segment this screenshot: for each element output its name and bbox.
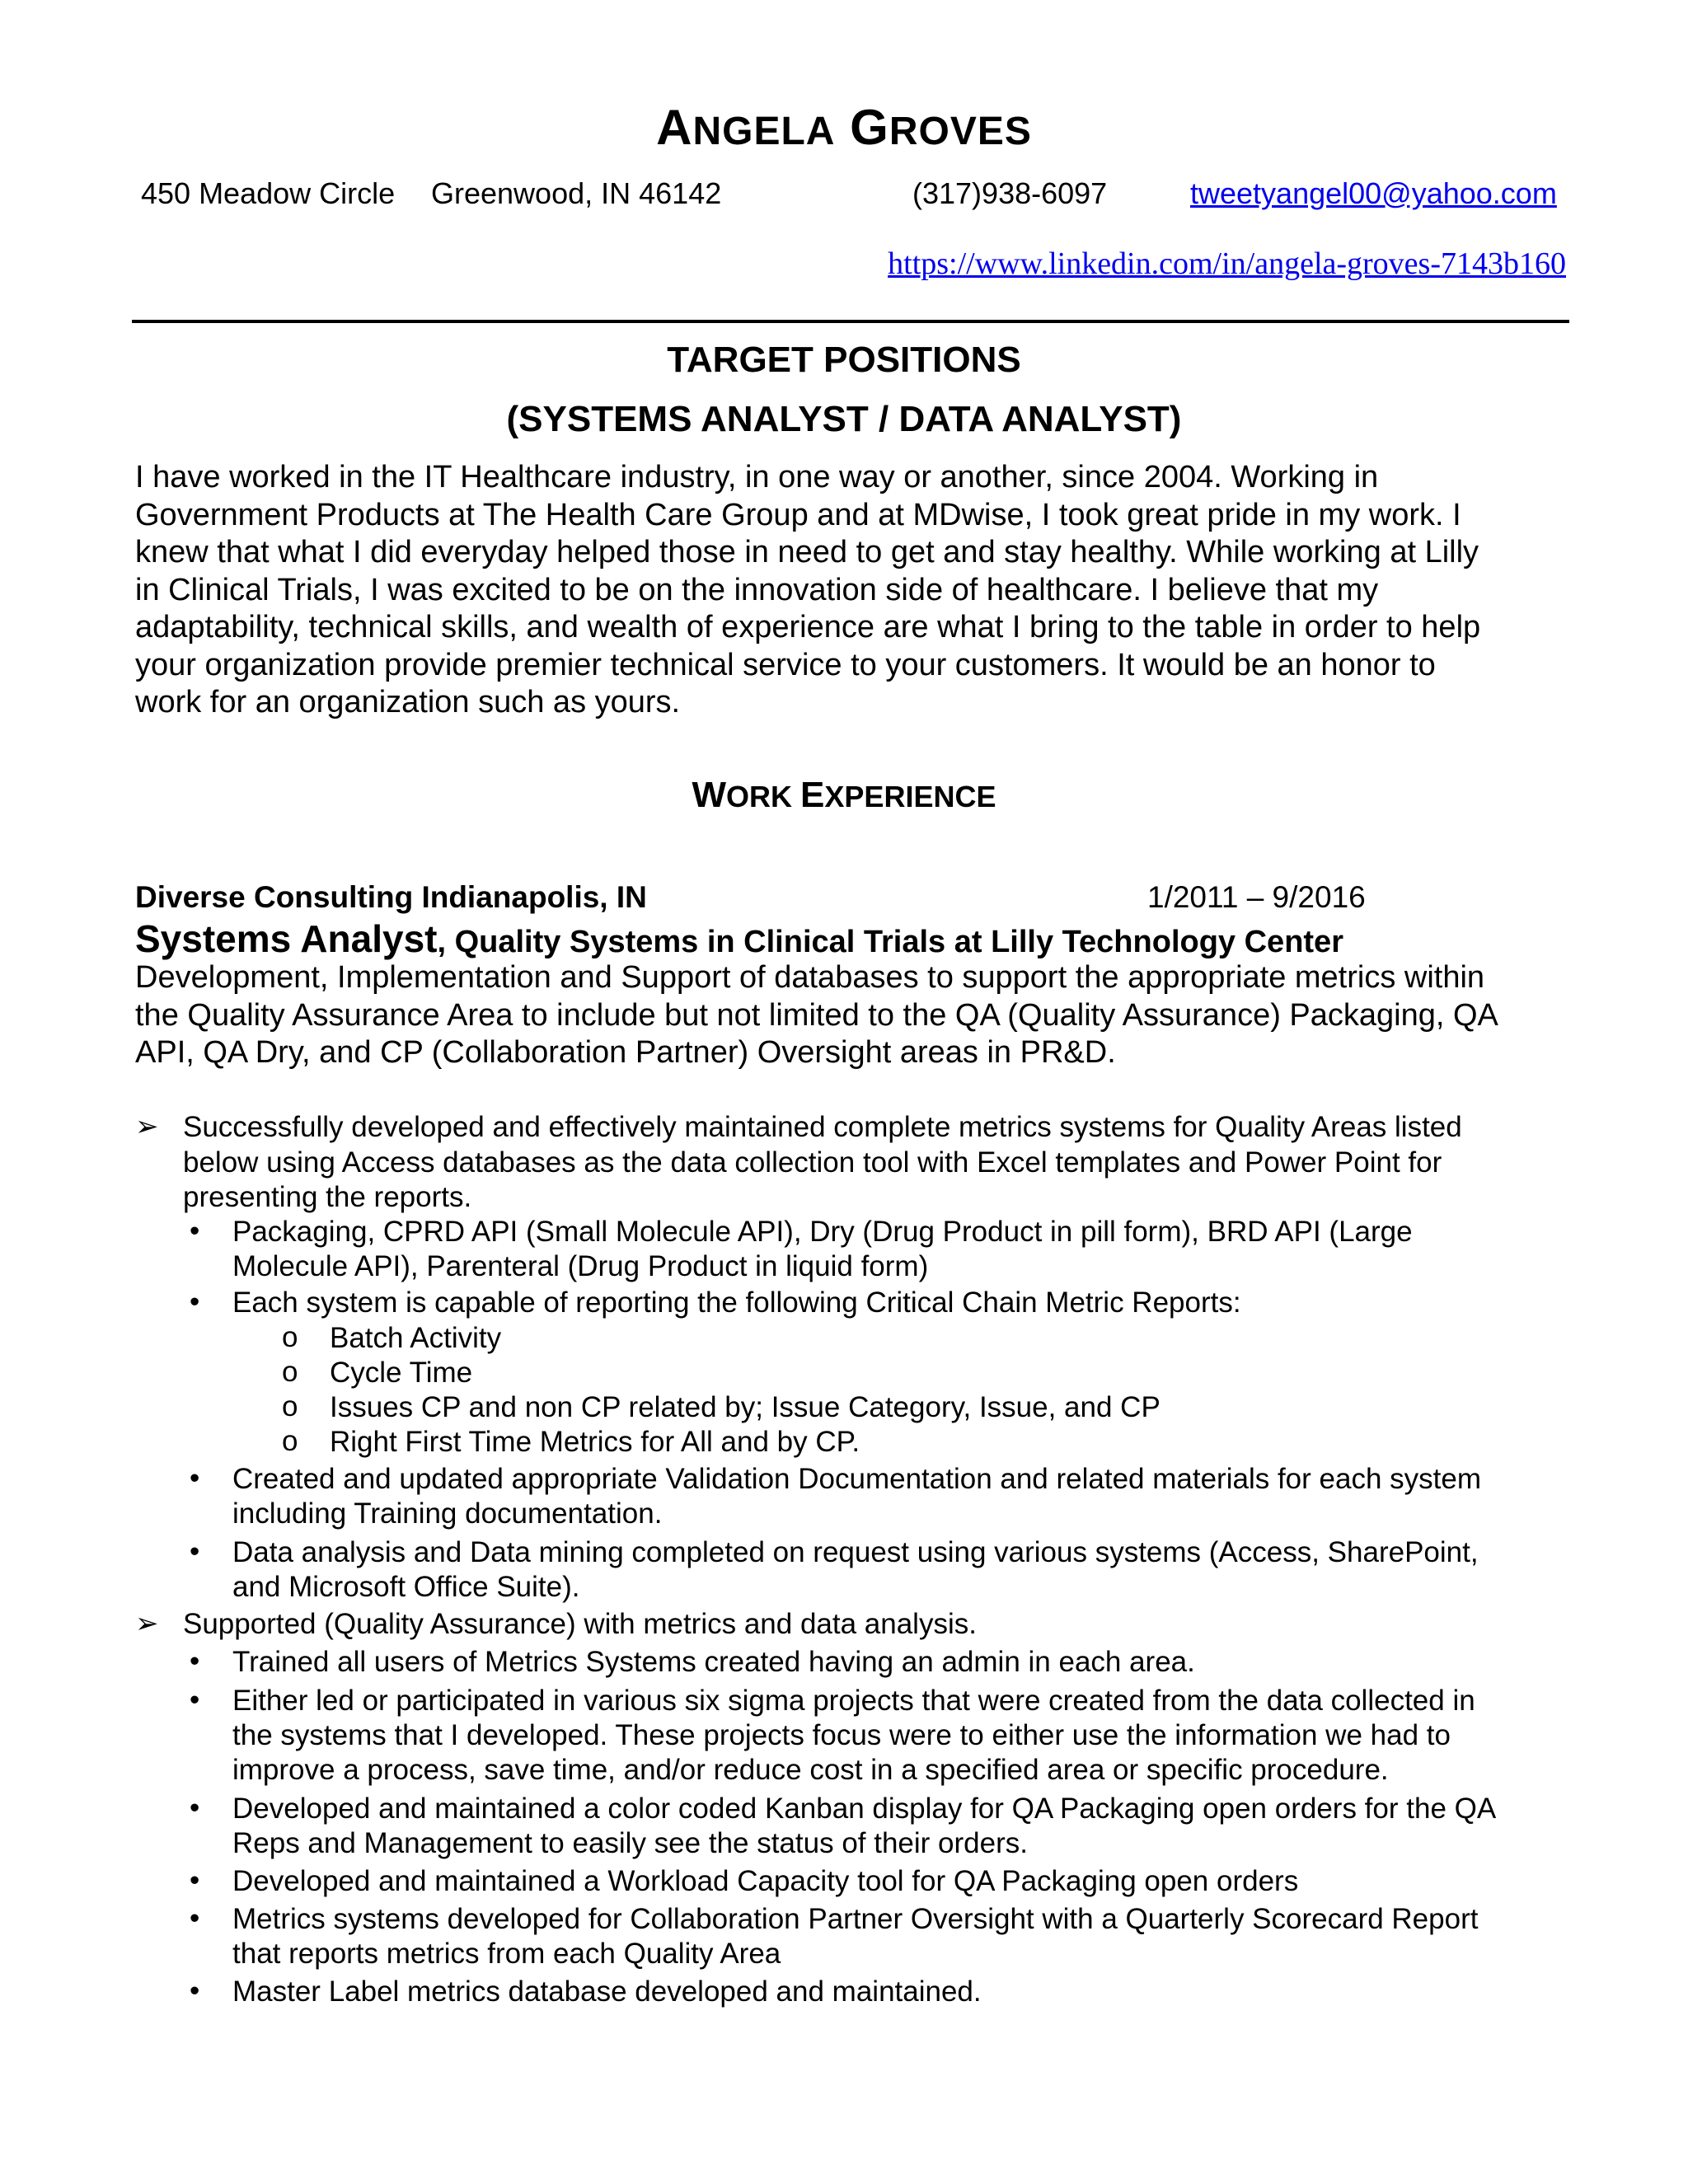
objective-line: knew that what I did everyday helped those in need to get and stay healthy. While working at Lilly — [135, 535, 1479, 569]
target-positions-heading: TARGET POSITIONS — [667, 340, 1021, 380]
circle-bullet-icon: o — [282, 1321, 298, 1353]
list-item: that reports metrics from each Quality Area — [232, 1938, 781, 1970]
objective-line: I have worked in the IT Healthcare industry, in one way or another, since 2004. Working in — [135, 460, 1379, 494]
arrow-bullet-icon: ➢ — [135, 1110, 159, 1143]
list-item: Successfully developed and effectively maintained complete metrics systems for Quality Areas listed — [183, 1111, 1462, 1143]
summary-line: API, QA Dry, and CP (Collaboration Partner) Oversight areas in PR&D. — [135, 1035, 1116, 1070]
dot-bullet-icon: • — [190, 1215, 200, 1247]
summary-line: the Quality Assurance Area to include but not limited to the QA (Quality Assurance) Packaging, QA — [135, 997, 1498, 1033]
job-summary — [135, 959, 1586, 1072]
list-item: the systems that I developed. These projects focus were to either use the information we had to — [232, 1719, 1451, 1751]
list-item: Master Label metrics database developed and maintained. — [232, 1975, 982, 2008]
target-positions-subheading: (SYSTEMS ANALYST / DATA ANALYST) — [506, 399, 1182, 439]
dot-bullet-icon: • — [190, 1684, 200, 1716]
dot-bullet-icon: • — [190, 1645, 200, 1677]
list-item: Supported (Quality Assurance) with metrics and data analysis. — [183, 1608, 977, 1640]
email-link[interactable]: tweetyangel00@yahoo.com — [1190, 176, 1557, 210]
list-item: Developed and maintained a Workload Capacity tool for QA Packaging open orders — [232, 1865, 1299, 1897]
work-experience-heading: WORK EXPERIENCE — [692, 775, 996, 815]
list-item: Cycle Time — [330, 1357, 473, 1389]
list-item: including Training documentation. — [232, 1497, 663, 1530]
list-item: Reps and Management to easily see the status of their orders. — [232, 1827, 1028, 1859]
objective-line: adaptability, technical skills, and wealth of experience are what I bring to the table in order to help — [135, 610, 1481, 644]
objective-line: Government Products at The Health Care Group and at MDwise, I took great pride in my work. I — [135, 497, 1461, 532]
dot-bullet-icon: • — [190, 1864, 200, 1896]
list-item: Packaging, CPRD API (Small Molecule API), Dry (Drug Product in pill form), BRD API (Large — [232, 1216, 1413, 1248]
linkedin-link[interactable]: https://www.linkedin.com/in/angela-groves-7143b160 — [888, 246, 1566, 281]
address-street: 450 Meadow Circle — [141, 176, 396, 210]
company-name: Diverse Consulting Indianapolis, IN — [135, 880, 647, 914]
list-item: Trained all users of Metrics Systems created having an admin in each area. — [232, 1646, 1195, 1678]
list-item: Either led or participated in various six sigma projects that were created from the data collected in — [232, 1685, 1475, 1717]
dot-bullet-icon: • — [190, 1535, 200, 1568]
objective-line: work for an organization such as yours. — [135, 685, 681, 719]
job-role: Systems Analyst — [135, 917, 438, 960]
objective-line: your organization provide premier technical service to your customers. It would be an honor to — [135, 647, 1436, 682]
list-item: Developed and maintained a color coded Kanban display for QA Packaging open orders for the QA — [232, 1793, 1497, 1825]
job-role-detail: , Quality Systems in Clinical Trials at Lilly Technology Center — [437, 925, 1343, 959]
list-item: Created and updated appropriate Validation Documentation and related materials for each system — [232, 1463, 1481, 1495]
circle-bullet-icon: o — [282, 1425, 298, 1457]
job-title — [135, 916, 1343, 961]
list-item: Batch Activity — [330, 1322, 502, 1354]
summary-line: Development, Implementation and Support of databases to support the appropriate metrics within — [135, 960, 1485, 995]
circle-bullet-icon: o — [282, 1356, 298, 1388]
header-divider — [132, 320, 1569, 323]
list-item: Molecule API), Parenteral (Drug Product in liquid form) — [232, 1250, 929, 1282]
list-item: Metrics systems developed for Collaboration Partner Oversight with a Quarterly Scorecard Report — [232, 1903, 1479, 1935]
circle-bullet-icon: o — [282, 1390, 298, 1422]
list-item: Issues CP and non CP related by; Issue Category, Issue, and CP — [330, 1391, 1160, 1423]
employment-dates: 1/2011 – 9/2016 — [1147, 880, 1366, 914]
arrow-bullet-icon: ➢ — [135, 1607, 159, 1640]
list-item: Data analysis and Data mining completed on request using various systems (Access, SharePoint, — [232, 1536, 1479, 1568]
dot-bullet-icon: • — [190, 1286, 200, 1318]
dot-bullet-icon: • — [190, 1975, 200, 2007]
list-item: Each system is capable of reporting the following Critical Chain Metric Reports: — [232, 1286, 1241, 1319]
address-city: Greenwood, IN 46142 — [431, 176, 722, 210]
phone-number: (317)938-6097 — [912, 176, 1108, 210]
dot-bullet-icon: • — [190, 1902, 200, 1934]
dot-bullet-icon: • — [190, 1462, 200, 1494]
list-item: presenting the reports. — [183, 1181, 472, 1213]
list-item: and Microsoft Office Suite). — [232, 1571, 580, 1603]
objective-paragraph — [135, 459, 1586, 722]
list-item: improve a process, save time, and/or reduce cost in a specified area or specific procedure. — [232, 1754, 1389, 1786]
dot-bullet-icon: • — [190, 1792, 200, 1824]
resume-name: ANGELA GROVES — [656, 100, 1032, 155]
objective-line: in Clinical Trials, I was excited to be on the innovation side of healthcare. I believe that my — [135, 572, 1379, 607]
list-item: Right First Time Metrics for All and by CP. — [330, 1426, 860, 1458]
list-item: below using Access databases as the data collection tool with Excel templates and Power Point for — [183, 1146, 1442, 1179]
